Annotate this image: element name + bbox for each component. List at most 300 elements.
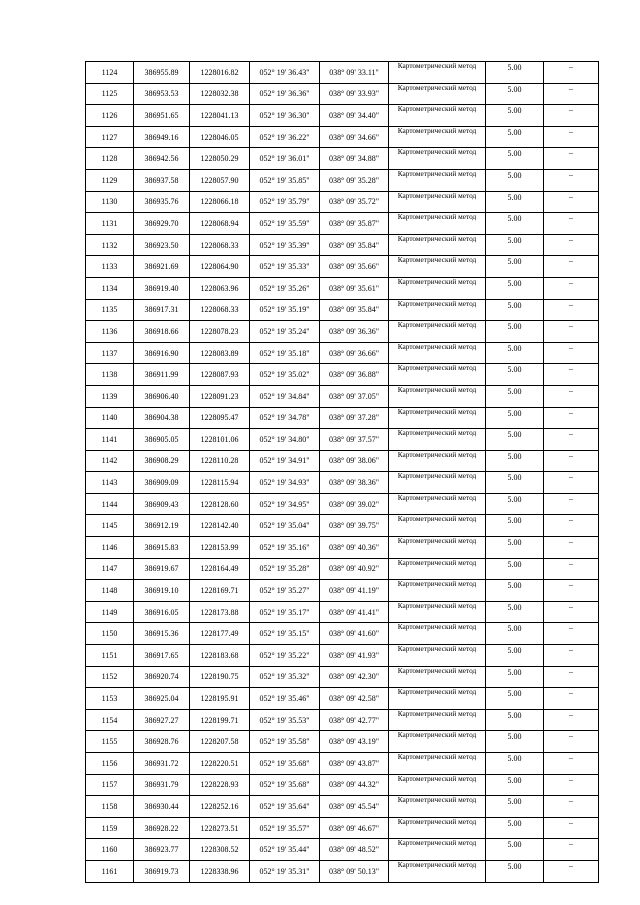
table-row bbox=[86, 753, 599, 775]
note-cell: – bbox=[544, 126, 599, 148]
note-cell: – bbox=[544, 839, 599, 861]
table-row bbox=[86, 774, 599, 796]
method-cell: Картометрический метод bbox=[389, 234, 486, 256]
point-number-cell: 1132 bbox=[86, 234, 134, 256]
note-cell: – bbox=[544, 774, 599, 796]
x-coordinate-cell: 386923.77 bbox=[134, 839, 190, 861]
accuracy-cell: 5.00 bbox=[486, 817, 544, 839]
latitude-cell: 052° 19' 35.17" bbox=[250, 601, 320, 623]
accuracy-cell: 5.00 bbox=[486, 623, 544, 645]
note-cell: – bbox=[544, 385, 599, 407]
note-cell: – bbox=[544, 191, 599, 213]
note-cell: – bbox=[544, 515, 599, 537]
longitude-cell: 038° 09' 41.60" bbox=[320, 623, 389, 645]
x-coordinate-cell: 386916.05 bbox=[134, 601, 190, 623]
latitude-cell: 052° 19' 34.93" bbox=[250, 472, 320, 494]
point-number-cell: 1124 bbox=[86, 62, 134, 84]
latitude-cell: 052° 19' 35.85" bbox=[250, 169, 320, 191]
y-coordinate-cell: 1228153.99 bbox=[190, 537, 250, 559]
x-coordinate-cell: 386949.16 bbox=[134, 126, 190, 148]
x-coordinate-cell: 386911.99 bbox=[134, 364, 190, 386]
latitude-cell: 052° 19' 35.32" bbox=[250, 666, 320, 688]
method-cell: Картометрический метод bbox=[389, 839, 486, 861]
x-coordinate-cell: 386912.19 bbox=[134, 515, 190, 537]
accuracy-cell: 5.00 bbox=[486, 364, 544, 386]
accuracy-cell: 5.00 bbox=[486, 234, 544, 256]
x-coordinate-cell: 386930.44 bbox=[134, 796, 190, 818]
table-row bbox=[86, 558, 599, 580]
point-number-cell: 1148 bbox=[86, 580, 134, 602]
longitude-cell: 038° 09' 37.05" bbox=[320, 385, 389, 407]
point-number-cell: 1131 bbox=[86, 213, 134, 235]
table-row bbox=[86, 537, 599, 559]
table-row bbox=[86, 213, 599, 235]
longitude-cell: 038° 09' 37.57" bbox=[320, 429, 389, 451]
accuracy-cell: 5.00 bbox=[486, 774, 544, 796]
table-row bbox=[86, 601, 599, 623]
longitude-cell: 038° 09' 35.84" bbox=[320, 234, 389, 256]
point-number-cell: 1151 bbox=[86, 645, 134, 667]
y-coordinate-cell: 1228110.28 bbox=[190, 450, 250, 472]
accuracy-cell: 5.00 bbox=[486, 472, 544, 494]
method-cell: Картометрический метод bbox=[389, 299, 486, 321]
y-coordinate-cell: 1228068.94 bbox=[190, 213, 250, 235]
x-coordinate-cell: 386925.04 bbox=[134, 688, 190, 710]
x-coordinate-cell: 386908.29 bbox=[134, 450, 190, 472]
note-cell: – bbox=[544, 860, 599, 882]
point-number-cell: 1133 bbox=[86, 256, 134, 278]
table-row bbox=[86, 623, 599, 645]
x-coordinate-cell: 386904.38 bbox=[134, 407, 190, 429]
latitude-cell: 052° 19' 35.04" bbox=[250, 515, 320, 537]
x-coordinate-cell: 386931.79 bbox=[134, 774, 190, 796]
point-number-cell: 1142 bbox=[86, 450, 134, 472]
longitude-cell: 038° 09' 40.92" bbox=[320, 558, 389, 580]
longitude-cell: 038° 09' 39.75" bbox=[320, 515, 389, 537]
x-coordinate-cell: 386917.31 bbox=[134, 299, 190, 321]
accuracy-cell: 5.00 bbox=[486, 796, 544, 818]
x-coordinate-cell: 386906.40 bbox=[134, 385, 190, 407]
y-coordinate-cell: 1228183.68 bbox=[190, 645, 250, 667]
x-coordinate-cell: 386909.43 bbox=[134, 493, 190, 515]
method-cell: Картометрический метод bbox=[389, 364, 486, 386]
table-body bbox=[86, 62, 599, 883]
note-cell: – bbox=[544, 580, 599, 602]
table-row bbox=[86, 472, 599, 494]
note-cell: – bbox=[544, 342, 599, 364]
method-cell: Картометрический метод bbox=[389, 191, 486, 213]
y-coordinate-cell: 1228046.05 bbox=[190, 126, 250, 148]
method-cell: Картометрический метод bbox=[389, 580, 486, 602]
accuracy-cell: 5.00 bbox=[486, 62, 544, 84]
method-cell: Картометрический метод bbox=[389, 601, 486, 623]
method-cell: Картометрический метод bbox=[389, 623, 486, 645]
y-coordinate-cell: 1228050.29 bbox=[190, 148, 250, 170]
longitude-cell: 038° 09' 35.87" bbox=[320, 213, 389, 235]
method-cell: Картометрический метод bbox=[389, 256, 486, 278]
method-cell: Картометрический метод bbox=[389, 126, 486, 148]
y-coordinate-cell: 1228190.75 bbox=[190, 666, 250, 688]
point-number-cell: 1153 bbox=[86, 688, 134, 710]
latitude-cell: 052° 19' 35.31" bbox=[250, 860, 320, 882]
method-cell: Картометрический метод bbox=[389, 817, 486, 839]
y-coordinate-cell: 1228220.51 bbox=[190, 753, 250, 775]
latitude-cell: 052° 19' 36.30" bbox=[250, 105, 320, 127]
note-cell: – bbox=[544, 105, 599, 127]
table-row bbox=[86, 688, 599, 710]
accuracy-cell: 5.00 bbox=[486, 429, 544, 451]
accuracy-cell: 5.00 bbox=[486, 385, 544, 407]
method-cell: Картометрический метод bbox=[389, 709, 486, 731]
x-coordinate-cell: 386905.05 bbox=[134, 429, 190, 451]
note-cell: – bbox=[544, 817, 599, 839]
method-cell: Картометрический метод bbox=[389, 407, 486, 429]
accuracy-cell: 5.00 bbox=[486, 83, 544, 105]
accuracy-cell: 5.00 bbox=[486, 709, 544, 731]
accuracy-cell: 5.00 bbox=[486, 860, 544, 882]
table-row bbox=[86, 169, 599, 191]
y-coordinate-cell: 1228032.38 bbox=[190, 83, 250, 105]
longitude-cell: 038° 09' 40.36" bbox=[320, 537, 389, 559]
x-coordinate-cell: 386935.76 bbox=[134, 191, 190, 213]
longitude-cell: 038° 09' 46.67" bbox=[320, 817, 389, 839]
method-cell: Картометрический метод bbox=[389, 558, 486, 580]
x-coordinate-cell: 386953.53 bbox=[134, 83, 190, 105]
latitude-cell: 052° 19' 35.28" bbox=[250, 558, 320, 580]
longitude-cell: 038° 09' 34.66" bbox=[320, 126, 389, 148]
longitude-cell: 038° 09' 35.28" bbox=[320, 169, 389, 191]
method-cell: Картометрический метод bbox=[389, 429, 486, 451]
accuracy-cell: 5.00 bbox=[486, 213, 544, 235]
point-number-cell: 1161 bbox=[86, 860, 134, 882]
longitude-cell: 038° 09' 33.93" bbox=[320, 83, 389, 105]
table-row bbox=[86, 645, 599, 667]
y-coordinate-cell: 1228128.60 bbox=[190, 493, 250, 515]
x-coordinate-cell: 386917.65 bbox=[134, 645, 190, 667]
table-row bbox=[86, 277, 599, 299]
point-number-cell: 1155 bbox=[86, 731, 134, 753]
longitude-cell: 038° 09' 36.36" bbox=[320, 321, 389, 343]
note-cell: – bbox=[544, 321, 599, 343]
note-cell: – bbox=[544, 148, 599, 170]
point-number-cell: 1146 bbox=[86, 537, 134, 559]
x-coordinate-cell: 386955.89 bbox=[134, 62, 190, 84]
latitude-cell: 052° 19' 35.18" bbox=[250, 342, 320, 364]
y-coordinate-cell: 1228142.40 bbox=[190, 515, 250, 537]
y-coordinate-cell: 1228252.16 bbox=[190, 796, 250, 818]
x-coordinate-cell: 386923.50 bbox=[134, 234, 190, 256]
point-number-cell: 1152 bbox=[86, 666, 134, 688]
note-cell: – bbox=[544, 666, 599, 688]
y-coordinate-cell: 1228228.93 bbox=[190, 774, 250, 796]
latitude-cell: 052° 19' 35.39" bbox=[250, 234, 320, 256]
method-cell: Картометрический метод bbox=[389, 277, 486, 299]
table-row bbox=[86, 839, 599, 861]
table-row bbox=[86, 860, 599, 882]
latitude-cell: 052° 19' 34.84" bbox=[250, 385, 320, 407]
point-number-cell: 1139 bbox=[86, 385, 134, 407]
longitude-cell: 038° 09' 43.19" bbox=[320, 731, 389, 753]
point-number-cell: 1158 bbox=[86, 796, 134, 818]
accuracy-cell: 5.00 bbox=[486, 321, 544, 343]
table-row bbox=[86, 83, 599, 105]
latitude-cell: 052° 19' 34.91" bbox=[250, 450, 320, 472]
point-number-cell: 1137 bbox=[86, 342, 134, 364]
accuracy-cell: 5.00 bbox=[486, 342, 544, 364]
longitude-cell: 038° 09' 37.28" bbox=[320, 407, 389, 429]
accuracy-cell: 5.00 bbox=[486, 839, 544, 861]
table-row bbox=[86, 364, 599, 386]
note-cell: – bbox=[544, 601, 599, 623]
latitude-cell: 052° 19' 35.57" bbox=[250, 817, 320, 839]
y-coordinate-cell: 1228164.49 bbox=[190, 558, 250, 580]
latitude-cell: 052° 19' 35.59" bbox=[250, 213, 320, 235]
y-coordinate-cell: 1228066.18 bbox=[190, 191, 250, 213]
accuracy-cell: 5.00 bbox=[486, 537, 544, 559]
latitude-cell: 052° 19' 35.44" bbox=[250, 839, 320, 861]
accuracy-cell: 5.00 bbox=[486, 515, 544, 537]
note-cell: – bbox=[544, 537, 599, 559]
point-number-cell: 1159 bbox=[86, 817, 134, 839]
note-cell: – bbox=[544, 83, 599, 105]
point-number-cell: 1145 bbox=[86, 515, 134, 537]
y-coordinate-cell: 1228207.58 bbox=[190, 731, 250, 753]
point-number-cell: 1126 bbox=[86, 105, 134, 127]
longitude-cell: 038° 09' 33.11" bbox=[320, 62, 389, 84]
table-row bbox=[86, 407, 599, 429]
y-coordinate-cell: 1228068.33 bbox=[190, 299, 250, 321]
y-coordinate-cell: 1228016.82 bbox=[190, 62, 250, 84]
table-row bbox=[86, 126, 599, 148]
method-cell: Картометрический метод bbox=[389, 105, 486, 127]
x-coordinate-cell: 386915.36 bbox=[134, 623, 190, 645]
accuracy-cell: 5.00 bbox=[486, 688, 544, 710]
accuracy-cell: 5.00 bbox=[486, 407, 544, 429]
method-cell: Картометрический метод bbox=[389, 493, 486, 515]
y-coordinate-cell: 1228064.90 bbox=[190, 256, 250, 278]
method-cell: Картометрический метод bbox=[389, 860, 486, 882]
table-row bbox=[86, 731, 599, 753]
coordinates-table-page bbox=[85, 61, 598, 883]
x-coordinate-cell: 386919.73 bbox=[134, 860, 190, 882]
table-row bbox=[86, 817, 599, 839]
note-cell: – bbox=[544, 450, 599, 472]
method-cell: Картометрический метод bbox=[389, 774, 486, 796]
point-number-cell: 1125 bbox=[86, 83, 134, 105]
note-cell: – bbox=[544, 256, 599, 278]
longitude-cell: 038° 09' 38.06" bbox=[320, 450, 389, 472]
note-cell: – bbox=[544, 688, 599, 710]
table-row bbox=[86, 666, 599, 688]
method-cell: Картометрический метод bbox=[389, 450, 486, 472]
table-row bbox=[86, 580, 599, 602]
point-number-cell: 1144 bbox=[86, 493, 134, 515]
latitude-cell: 052° 19' 36.01" bbox=[250, 148, 320, 170]
longitude-cell: 038° 09' 41.41" bbox=[320, 601, 389, 623]
latitude-cell: 052° 19' 35.02" bbox=[250, 364, 320, 386]
method-cell: Картометрический метод bbox=[389, 537, 486, 559]
latitude-cell: 052° 19' 35.22" bbox=[250, 645, 320, 667]
latitude-cell: 052° 19' 35.53" bbox=[250, 709, 320, 731]
table-row bbox=[86, 256, 599, 278]
method-cell: Картометрический метод bbox=[389, 753, 486, 775]
y-coordinate-cell: 1228169.71 bbox=[190, 580, 250, 602]
point-number-cell: 1154 bbox=[86, 709, 134, 731]
accuracy-cell: 5.00 bbox=[486, 580, 544, 602]
longitude-cell: 038° 09' 41.19" bbox=[320, 580, 389, 602]
accuracy-cell: 5.00 bbox=[486, 299, 544, 321]
x-coordinate-cell: 386921.69 bbox=[134, 256, 190, 278]
note-cell: – bbox=[544, 299, 599, 321]
x-coordinate-cell: 386951.65 bbox=[134, 105, 190, 127]
note-cell: – bbox=[544, 558, 599, 580]
accuracy-cell: 5.00 bbox=[486, 731, 544, 753]
x-coordinate-cell: 386928.76 bbox=[134, 731, 190, 753]
accuracy-cell: 5.00 bbox=[486, 666, 544, 688]
point-number-cell: 1140 bbox=[86, 407, 134, 429]
y-coordinate-cell: 1228273.51 bbox=[190, 817, 250, 839]
point-number-cell: 1138 bbox=[86, 364, 134, 386]
method-cell: Картометрический метод bbox=[389, 62, 486, 84]
x-coordinate-cell: 386919.67 bbox=[134, 558, 190, 580]
point-number-cell: 1128 bbox=[86, 148, 134, 170]
point-number-cell: 1136 bbox=[86, 321, 134, 343]
table-row bbox=[86, 321, 599, 343]
latitude-cell: 052° 19' 36.43" bbox=[250, 62, 320, 84]
longitude-cell: 038° 09' 35.84" bbox=[320, 299, 389, 321]
y-coordinate-cell: 1228101.06 bbox=[190, 429, 250, 451]
note-cell: – bbox=[544, 472, 599, 494]
table-row bbox=[86, 493, 599, 515]
note-cell: – bbox=[544, 709, 599, 731]
method-cell: Картометрический метод bbox=[389, 169, 486, 191]
longitude-cell: 038° 09' 36.88" bbox=[320, 364, 389, 386]
note-cell: – bbox=[544, 796, 599, 818]
latitude-cell: 052° 19' 34.80" bbox=[250, 429, 320, 451]
method-cell: Картометрический метод bbox=[389, 796, 486, 818]
table-row bbox=[86, 148, 599, 170]
method-cell: Картометрический метод bbox=[389, 83, 486, 105]
accuracy-cell: 5.00 bbox=[486, 493, 544, 515]
accuracy-cell: 5.00 bbox=[486, 753, 544, 775]
note-cell: – bbox=[544, 493, 599, 515]
longitude-cell: 038° 09' 48.52" bbox=[320, 839, 389, 861]
y-coordinate-cell: 1228177.49 bbox=[190, 623, 250, 645]
table-row bbox=[86, 299, 599, 321]
y-coordinate-cell: 1228083.89 bbox=[190, 342, 250, 364]
accuracy-cell: 5.00 bbox=[486, 191, 544, 213]
method-cell: Картометрический метод bbox=[389, 472, 486, 494]
method-cell: Картометрический метод bbox=[389, 645, 486, 667]
y-coordinate-cell: 1228173.88 bbox=[190, 601, 250, 623]
x-coordinate-cell: 386915.83 bbox=[134, 537, 190, 559]
x-coordinate-cell: 386919.10 bbox=[134, 580, 190, 602]
y-coordinate-cell: 1228308.52 bbox=[190, 839, 250, 861]
note-cell: – bbox=[544, 731, 599, 753]
note-cell: – bbox=[544, 169, 599, 191]
x-coordinate-cell: 386918.66 bbox=[134, 321, 190, 343]
y-coordinate-cell: 1228091.23 bbox=[190, 385, 250, 407]
method-cell: Картометрический метод bbox=[389, 688, 486, 710]
coordinates-table bbox=[85, 61, 599, 883]
y-coordinate-cell: 1228338.96 bbox=[190, 860, 250, 882]
latitude-cell: 052° 19' 36.22" bbox=[250, 126, 320, 148]
latitude-cell: 052° 19' 35.46" bbox=[250, 688, 320, 710]
y-coordinate-cell: 1228087.93 bbox=[190, 364, 250, 386]
latitude-cell: 052° 19' 35.33" bbox=[250, 256, 320, 278]
latitude-cell: 052° 19' 35.15" bbox=[250, 623, 320, 645]
point-number-cell: 1147 bbox=[86, 558, 134, 580]
accuracy-cell: 5.00 bbox=[486, 450, 544, 472]
note-cell: – bbox=[544, 753, 599, 775]
x-coordinate-cell: 386928.22 bbox=[134, 817, 190, 839]
point-number-cell: 1156 bbox=[86, 753, 134, 775]
point-number-cell: 1141 bbox=[86, 429, 134, 451]
x-coordinate-cell: 386931.72 bbox=[134, 753, 190, 775]
longitude-cell: 038° 09' 35.66" bbox=[320, 256, 389, 278]
longitude-cell: 038° 09' 41.93" bbox=[320, 645, 389, 667]
latitude-cell: 052° 19' 35.24" bbox=[250, 321, 320, 343]
y-coordinate-cell: 1228095.47 bbox=[190, 407, 250, 429]
point-number-cell: 1135 bbox=[86, 299, 134, 321]
latitude-cell: 052° 19' 35.19" bbox=[250, 299, 320, 321]
point-number-cell: 1149 bbox=[86, 601, 134, 623]
latitude-cell: 052° 19' 36.36" bbox=[250, 83, 320, 105]
y-coordinate-cell: 1228195.91 bbox=[190, 688, 250, 710]
note-cell: – bbox=[544, 277, 599, 299]
latitude-cell: 052° 19' 35.16" bbox=[250, 537, 320, 559]
x-coordinate-cell: 386929.70 bbox=[134, 213, 190, 235]
x-coordinate-cell: 386916.90 bbox=[134, 342, 190, 364]
point-number-cell: 1157 bbox=[86, 774, 134, 796]
longitude-cell: 038° 09' 50.13" bbox=[320, 860, 389, 882]
longitude-cell: 038° 09' 42.30" bbox=[320, 666, 389, 688]
y-coordinate-cell: 1228078.23 bbox=[190, 321, 250, 343]
accuracy-cell: 5.00 bbox=[486, 105, 544, 127]
latitude-cell: 052° 19' 35.68" bbox=[250, 753, 320, 775]
y-coordinate-cell: 1228115.94 bbox=[190, 472, 250, 494]
method-cell: Картометрический метод bbox=[389, 515, 486, 537]
longitude-cell: 038° 09' 38.36" bbox=[320, 472, 389, 494]
longitude-cell: 038° 09' 42.58" bbox=[320, 688, 389, 710]
table-row bbox=[86, 515, 599, 537]
x-coordinate-cell: 386919.40 bbox=[134, 277, 190, 299]
table-row bbox=[86, 796, 599, 818]
longitude-cell: 038° 09' 34.88" bbox=[320, 148, 389, 170]
x-coordinate-cell: 386942.56 bbox=[134, 148, 190, 170]
note-cell: – bbox=[544, 407, 599, 429]
method-cell: Картометрический метод bbox=[389, 148, 486, 170]
x-coordinate-cell: 386927.27 bbox=[134, 709, 190, 731]
y-coordinate-cell: 1228068.33 bbox=[190, 234, 250, 256]
y-coordinate-cell: 1228063.96 bbox=[190, 277, 250, 299]
latitude-cell: 052° 19' 35.64" bbox=[250, 796, 320, 818]
method-cell: Картометрический метод bbox=[389, 321, 486, 343]
method-cell: Картометрический метод bbox=[389, 213, 486, 235]
table-row bbox=[86, 450, 599, 472]
note-cell: – bbox=[544, 429, 599, 451]
accuracy-cell: 5.00 bbox=[486, 277, 544, 299]
longitude-cell: 038° 09' 43.87" bbox=[320, 753, 389, 775]
accuracy-cell: 5.00 bbox=[486, 126, 544, 148]
table-row bbox=[86, 105, 599, 127]
point-number-cell: 1134 bbox=[86, 277, 134, 299]
note-cell: – bbox=[544, 213, 599, 235]
latitude-cell: 052° 19' 35.68" bbox=[250, 774, 320, 796]
note-cell: – bbox=[544, 364, 599, 386]
longitude-cell: 038° 09' 35.72" bbox=[320, 191, 389, 213]
note-cell: – bbox=[544, 623, 599, 645]
